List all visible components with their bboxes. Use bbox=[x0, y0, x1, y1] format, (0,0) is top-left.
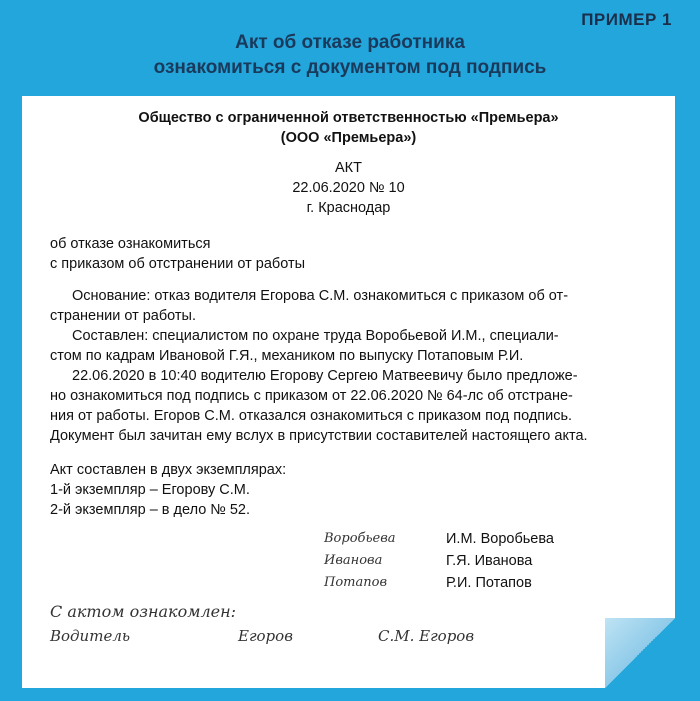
act-city: г. Краснодар bbox=[306, 200, 391, 216]
signer-name: Г.Я. Иванова bbox=[446, 553, 533, 569]
signer-name: Р.И. Потапов bbox=[446, 575, 532, 591]
act-subject bbox=[22, 234, 675, 274]
title-line-1: Акт об отказе работника bbox=[235, 32, 465, 53]
subject-line-2: с приказом об отстранении от работы bbox=[50, 256, 306, 272]
copies-block bbox=[22, 460, 675, 520]
copies-line-2: 1-й экземпляр – Егорову С.М. bbox=[50, 482, 250, 498]
handwritten-signature: Иванова bbox=[324, 553, 383, 568]
act-heading bbox=[22, 158, 675, 218]
signatures-block bbox=[22, 528, 675, 594]
acknowledgement-block bbox=[22, 600, 675, 656]
signature-row bbox=[22, 572, 675, 594]
basis-line-1: Основание: отказ водителя Егорова С.М. ознакомиться с приказом об от- bbox=[72, 288, 569, 304]
composed-line-1: Составлен: специалистом по охране труда Воробьевой И.М., специали- bbox=[72, 328, 559, 344]
basis-line-2: странении от работы. bbox=[50, 308, 197, 324]
ack-role: Водитель bbox=[50, 627, 131, 645]
paragraph-composed bbox=[22, 326, 675, 366]
event-line-2: но ознакомиться под подпись с приказом от 22.06.2020 № 64-лс об отстране- bbox=[50, 388, 573, 404]
event-line-4: Документ был зачитан ему вслух в присутствии составителей настоящего акта. bbox=[50, 428, 588, 444]
subject-line-1: об отказе ознакомиться bbox=[50, 236, 211, 252]
organization-name bbox=[22, 108, 675, 148]
paragraph-basis bbox=[22, 286, 675, 326]
org-line-2: (ООО «Премьера») bbox=[280, 130, 417, 146]
page-title bbox=[0, 30, 700, 80]
handwritten-signature: Воробьева bbox=[324, 531, 396, 546]
ack-line: С актом ознакомлен: bbox=[50, 602, 237, 621]
org-line-1: Общество с ограниченной ответственностью «Премьера» bbox=[138, 110, 559, 126]
copies-line-3: 2-й экземпляр – в дело № 52. bbox=[50, 502, 251, 518]
paragraph-event bbox=[22, 366, 675, 446]
composed-line-2: стом по кадрам Ивановой Г.Я., механиком по выпуску Потаповым Р.И. bbox=[50, 348, 524, 364]
event-line-3: ния от работы. Егоров С.М. отказался ознакомиться с приказом под подпись. bbox=[50, 408, 573, 424]
act-date-number: 22.06.2020 № 10 bbox=[292, 180, 405, 196]
ack-name: С.М. Егоров bbox=[378, 627, 475, 645]
example-badge: ПРИМЕР 1 bbox=[581, 10, 672, 29]
act-word: АКТ bbox=[335, 160, 362, 176]
signature-row bbox=[22, 528, 675, 550]
event-line-1: 22.06.2020 в 10:40 водителю Егорову Сергею Матвеевичу было предложе- bbox=[72, 368, 578, 384]
document-body bbox=[22, 96, 675, 656]
signature-row bbox=[22, 550, 675, 572]
copies-line-1: Акт составлен в двух экземплярах: bbox=[50, 462, 287, 478]
title-line-2: ознакомиться с документом под подпись bbox=[153, 57, 547, 78]
ack-signature: Егоров bbox=[238, 627, 293, 645]
signer-name: И.М. Воробьева bbox=[446, 531, 554, 547]
handwritten-signature: Потапов bbox=[324, 575, 388, 590]
